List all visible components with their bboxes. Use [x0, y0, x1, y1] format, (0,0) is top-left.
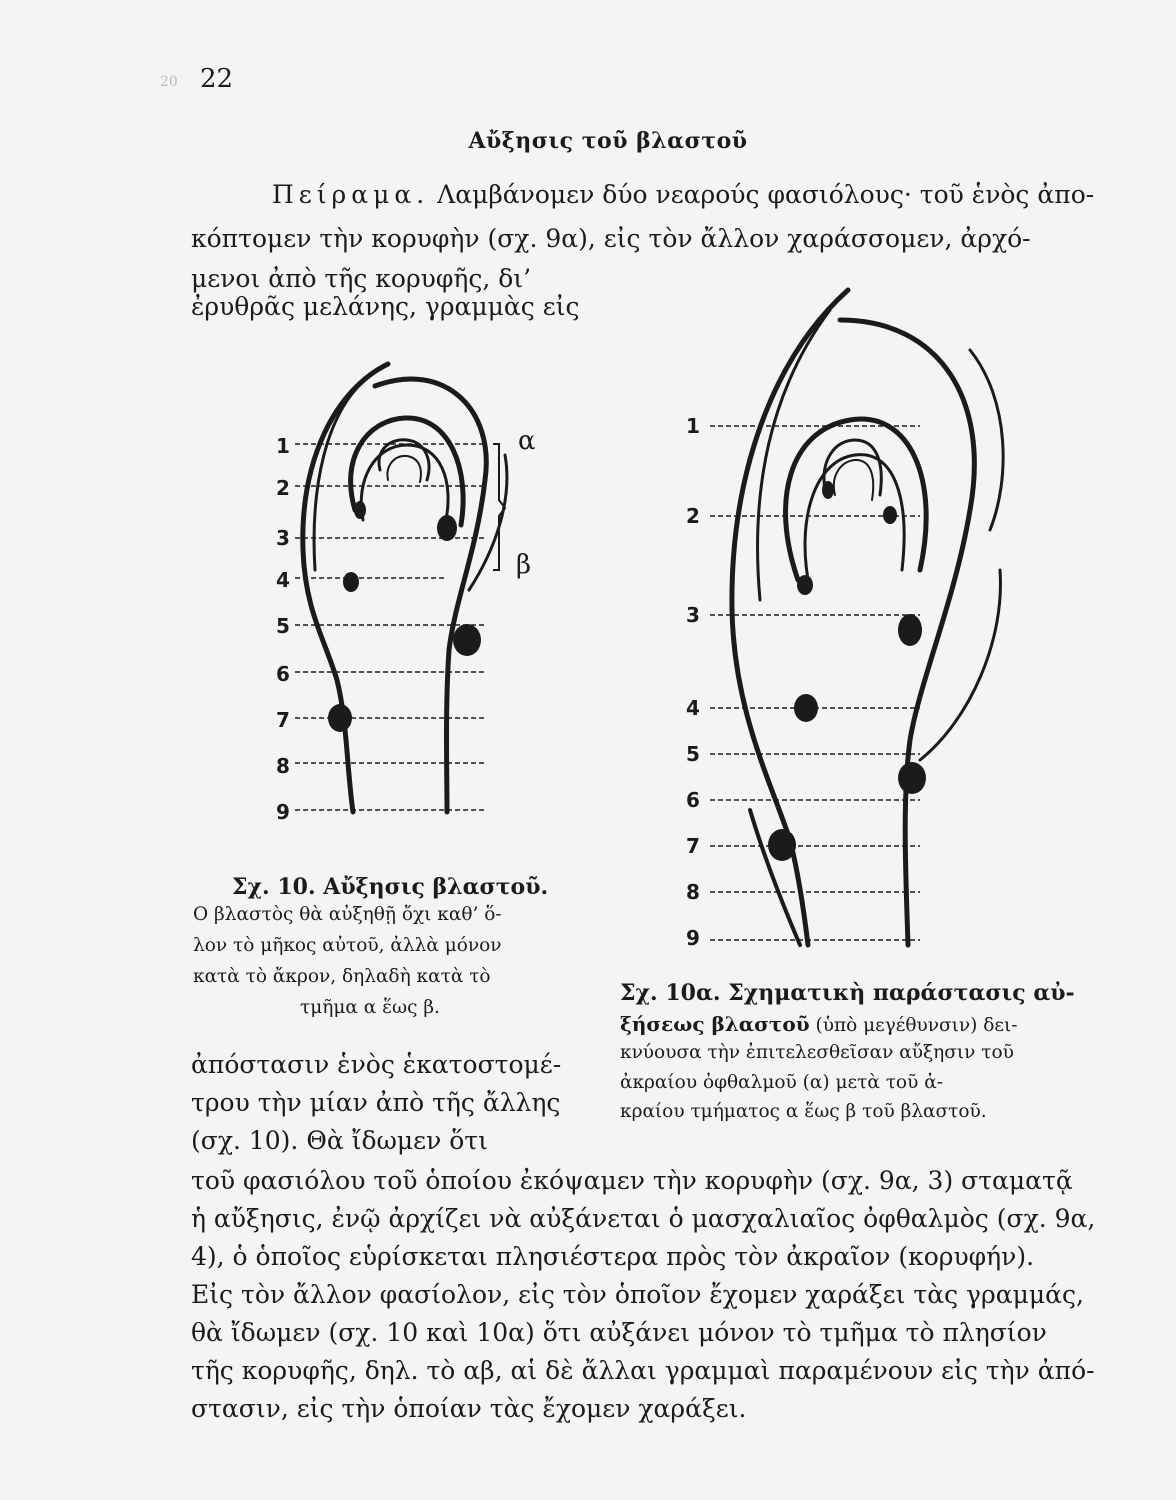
left-line-3: (σχ. 10). Θὰ ἴδωμεν ὅτι: [191, 1126, 488, 1155]
figure-10-caption-line-1: Ο βλαστὸς θὰ αὐξηθῇ ὄχι καθ’ ὅ-: [193, 904, 502, 925]
page-number: 22: [200, 64, 234, 94]
intro-line-1: [272, 182, 1094, 207]
fig10-alpha-label: α: [518, 426, 536, 456]
figure-10a-caption-line-1: [620, 1014, 1017, 1036]
body-line-6: τῆς κορυφῆς, δηλ. τὸ αβ, αἱ δὲ ἄλλαι γραμμαὶ παραμένουν εἰς τὴν ἀπό-: [191, 1356, 1095, 1385]
section-heading: Αὔξησις τοῦ βλαστοῦ: [468, 128, 748, 154]
fig10a-label-9: 9: [686, 926, 700, 950]
fig10-label-3: 3: [276, 526, 290, 550]
fig10a-label-8: 8: [686, 880, 700, 904]
fig10-label-8: 8: [276, 754, 290, 778]
fig10a-label-5: 5: [686, 742, 700, 766]
figure-10-caption-line-3: κατὰ τὸ ἄκρον, δηλαδὴ κατὰ τὸ: [193, 966, 491, 987]
page-number-faint: 20: [160, 74, 178, 90]
figure-10-caption-line-4: τμῆμα α ἕως β.: [300, 997, 440, 1018]
fig10-label-2: 2: [276, 476, 290, 500]
intro-line-1-text: Λαμβάνομεν δύο νεαρούς φασιόλους· τοῦ ἑνὸς ἀπο-: [429, 180, 1095, 209]
figure-10-caption-line-2: λον τὸ μῆκος αὐτοῦ, ἀλλὰ μόνον: [193, 935, 502, 956]
experiment-label: Πείραμα.: [272, 180, 430, 209]
fig10-label-6: 6: [276, 662, 290, 686]
body-line-7: στασιν, εἰς τὴν ὁποίαν τὰς ἔχομεν χαράξει.: [191, 1394, 747, 1423]
fig10a-label-7: 7: [686, 834, 700, 858]
figure-10-drawing: [255, 350, 585, 830]
fig10-label-9: 9: [276, 800, 290, 824]
fig10-label-5: 5: [276, 614, 290, 638]
body-line-5: θὰ ἴδωμεν (σχ. 10 καὶ 10α) ὅτι αὐξάνει μόνον τὸ τμῆμα τὸ πλησίον: [191, 1318, 1047, 1347]
body-line-3: 4), ὁ ὁποῖος εὑρίσκεται πλησιέστερα πρὸς τὸν ἀκραῖον (κορυφήν).: [191, 1242, 1035, 1271]
figure-10-caption-title: Σχ. 10. Αὔξησις βλαστοῦ.: [232, 874, 549, 900]
body-line-1: τοῦ φασιόλου τοῦ ὁποίου ἐκόψαμεν τὴν κορυφὴν (σχ. 9α, 3) σταματᾷ: [191, 1166, 1073, 1195]
body-line-4: Εἰς τὸν ἄλλον φασίολον, εἰς τὸν ὁποῖον ἔχομεν χαράξει τὰς γραμμάς,: [191, 1280, 1084, 1309]
figure-10a-caption-line-1-rest: (ὑπὸ μεγέθυνσιν) δει-: [809, 1015, 1018, 1036]
figure-10a-caption-bold: ξήσεως βλαστοῦ: [620, 1012, 810, 1036]
fig10a-label-4: 4: [686, 696, 700, 720]
fig10-beta-label: β: [516, 550, 532, 580]
fig10-label-1: 1: [276, 434, 290, 458]
intro-line-4: ἐρυθρᾶς μελάνης, γραμμὰς εἰς: [191, 292, 580, 321]
figure-10a-caption-title: Σχ. 10α. Σχηματικὴ παράστασις αὐ-: [620, 980, 1075, 1006]
figure-10a-drawing: [670, 280, 1070, 960]
intro-line-3: μενοι ἀπὸ τῆς κορυφῆς, δι’: [191, 264, 532, 293]
figure-10a-caption-line-3: ἀκραίου ὀφθαλμοῦ (α) μετὰ τοῦ ἀ-: [620, 1072, 943, 1093]
left-line-2: τρου τὴν μίαν ἀπὸ τῆς ἄλλης: [191, 1088, 561, 1117]
figure-10a-caption-line-2: κνύουσα τὴν ἐπιτελεσθεῖσαν αὔξησιν τοῦ: [620, 1042, 1014, 1063]
body-line-2: ἡ αὔξησις, ἐνῷ ἀρχίζει νὰ αὐξάνεται ὁ μασχαλιαῖος ὀφθαλμὸς (σχ. 9α,: [191, 1204, 1096, 1233]
fig10a-label-1: 1: [686, 414, 700, 438]
fig10a-label-3: 3: [686, 603, 700, 627]
intro-line-2: κόπτομεν τὴν κορυφὴν (σχ. 9α), εἰς τὸν ἄλλον χαράσσομεν, ἀρχό-: [191, 224, 1031, 253]
fig10a-label-2: 2: [686, 504, 700, 528]
figure-10a-caption-line-4: κραίου τμήματος α ἕως β τοῦ βλαστοῦ.: [620, 1101, 987, 1122]
left-line-1: ἀπόστασιν ἑνὸς ἑκατοστομέ-: [191, 1050, 562, 1079]
fig10a-label-6: 6: [686, 788, 700, 812]
fig10-label-4: 4: [276, 568, 290, 592]
fig10-label-7: 7: [276, 708, 290, 732]
